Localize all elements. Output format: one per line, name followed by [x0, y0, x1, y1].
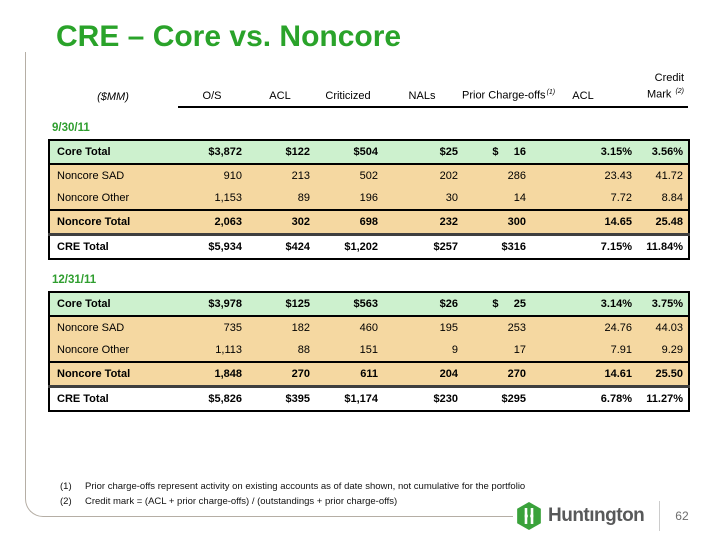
cell-value: $125: [247, 292, 315, 316]
cell-value: 9.29: [637, 339, 689, 362]
huntington-logo-icon: [516, 502, 542, 530]
cell-value: 196: [315, 187, 383, 210]
table-row: [49, 362, 689, 387]
col-header-prior-label: Prior Charge-offs: [462, 89, 546, 102]
column-header-row: [48, 72, 688, 107]
cell-value: 204: [383, 362, 463, 387]
cell-value: 270: [463, 362, 531, 387]
cell-value: 30: [383, 187, 463, 210]
cre-table-93011: [48, 139, 690, 260]
cell-value: 302: [247, 210, 315, 235]
cell-value: 1,153: [179, 187, 247, 210]
column-header-table: [48, 72, 688, 108]
cell-value: 151: [315, 339, 383, 362]
cell-value: $3,872: [179, 140, 247, 164]
cell-value: 195: [383, 316, 463, 339]
cell-value: 698: [315, 210, 383, 235]
cell-value: 735: [179, 316, 247, 339]
page-number: 62: [675, 509, 689, 523]
col-header-acl: ACL: [246, 72, 314, 107]
cell-value: $1,202: [315, 235, 383, 260]
col-header-acl-pct: ACL: [530, 72, 636, 107]
cell-value: $5,934: [179, 235, 247, 260]
cell-value: 11.84%: [637, 235, 689, 260]
footnote-ref-1: (1): [546, 89, 556, 96]
cell-value: 9: [383, 339, 463, 362]
cell-value: 286: [463, 164, 531, 187]
cell-value: 460: [315, 316, 383, 339]
cell-value: $504: [315, 140, 383, 164]
table-row: [49, 339, 689, 362]
cell-value: 2,063: [179, 210, 247, 235]
col-header-mm: [48, 72, 178, 107]
cell-value: 41.72: [637, 164, 689, 187]
col-header-os: O/S: [178, 72, 246, 107]
footnote-2-number: (2): [60, 496, 72, 507]
footnotes: [60, 479, 525, 509]
cell-value: $5,826: [179, 387, 247, 412]
cell-value: 14: [463, 187, 531, 210]
cell-value: 502: [315, 164, 383, 187]
row-label: Noncore SAD: [49, 316, 179, 339]
cell-value: 89: [247, 187, 315, 210]
row-label: CRE Total: [49, 387, 179, 412]
cell-value: 270: [247, 362, 315, 387]
cell-value: 14.61: [531, 362, 637, 387]
cell-value: 1,113: [179, 339, 247, 362]
slide-footer: [516, 501, 689, 531]
page-title: CRE – Core vs. Noncore: [56, 20, 402, 53]
table-row: [49, 292, 689, 316]
cell-value: 3.75%: [637, 292, 689, 316]
cell-value: 6.78%: [531, 387, 637, 412]
row-label: Core Total: [49, 292, 179, 316]
table-row: [49, 387, 689, 412]
footnote-2-text: Credit mark = (ACL + prior charge-offs) / (outstandings + prior charge-offs): [85, 496, 398, 507]
cell-value: $1,174: [315, 387, 383, 412]
row-label: Noncore SAD: [49, 164, 179, 187]
cell-value: 3.56%: [637, 140, 689, 164]
table-row: [49, 164, 689, 187]
table-row: [49, 140, 689, 164]
table-row: [49, 187, 689, 210]
table-row: [49, 316, 689, 339]
cell-value: $257: [383, 235, 463, 260]
cell-value: $316: [463, 235, 531, 260]
slide-frame-line: [25, 52, 513, 517]
cell-value: 17: [463, 339, 531, 362]
cre-table-123111: [48, 291, 690, 412]
cell-value: 25.48: [637, 210, 689, 235]
row-label: Noncore Total: [49, 362, 179, 387]
cell-value: 253: [463, 316, 531, 339]
col-header-credit-mark-label: Mark: [646, 88, 675, 101]
cell-value: 182: [247, 316, 315, 339]
cell-value: $ 25: [463, 292, 531, 316]
col-header-criticized: Criticized: [314, 72, 382, 107]
col-header-credit-line2: [636, 85, 684, 102]
cell-value: 232: [383, 210, 463, 235]
col-header-prior-chargeoffs: [462, 72, 556, 107]
cell-value: $230: [383, 387, 463, 412]
row-label: CRE Total: [49, 235, 179, 260]
cell-value: 44.03: [637, 316, 689, 339]
cell-value: $563: [315, 292, 383, 316]
cell-value: 202: [383, 164, 463, 187]
cell-value: 8.84: [637, 187, 689, 210]
cell-value: $26: [383, 292, 463, 316]
row-label: Noncore Other: [49, 187, 179, 210]
cell-value: 88: [247, 339, 315, 362]
cell-value: $25: [383, 140, 463, 164]
cell-value: 213: [247, 164, 315, 187]
row-label: Core Total: [49, 140, 179, 164]
col-header-credit-line1: Credit: [654, 72, 684, 84]
row-label: Noncore Other: [49, 339, 179, 362]
cell-value: 3.15%: [531, 140, 637, 164]
cell-value: 1,848: [179, 362, 247, 387]
cell-value: $395: [247, 387, 315, 412]
cell-value: 7.91: [531, 339, 637, 362]
cell-value: 910: [179, 164, 247, 187]
section-label-93011: 9/30/11: [52, 122, 90, 134]
cell-value: 611: [315, 362, 383, 387]
huntington-wordmark: Huntıngton: [548, 505, 645, 526]
table-row: [49, 235, 689, 260]
cell-value: 11.27%: [637, 387, 689, 412]
cell-value: $424: [247, 235, 315, 260]
cell-value: $122: [247, 140, 315, 164]
cell-value: 7.72: [531, 187, 637, 210]
cell-value: 24.76: [531, 316, 637, 339]
cell-value: $295: [463, 387, 531, 412]
col-header-credit-mark: [636, 72, 688, 107]
section-label-123111: 12/31/11: [52, 274, 97, 286]
table-row: [49, 210, 689, 235]
cell-value: 7.15%: [531, 235, 637, 260]
col-header-mm-label: ($MM): [97, 90, 129, 103]
cell-value: 300: [463, 210, 531, 235]
row-label: Noncore Total: [49, 210, 179, 235]
cell-value: 23.43: [531, 164, 637, 187]
footnote-2: [60, 494, 525, 509]
cell-value: $3,978: [179, 292, 247, 316]
footnote-1: [60, 479, 525, 494]
cell-value: 3.14%: [531, 292, 637, 316]
footnote-1-number: (1): [60, 481, 72, 492]
footer-divider: [659, 501, 660, 531]
footnote-ref-2: (2): [675, 88, 684, 95]
footnote-1-text: Prior charge-offs represent activity on existing accounts as of date shown, not cumulative for the portfolio: [85, 481, 526, 492]
cell-value: $ 16: [463, 140, 531, 164]
col-header-nals: NALs: [382, 72, 462, 107]
cell-value: 14.65: [531, 210, 637, 235]
cell-value: 25.50: [637, 362, 689, 387]
